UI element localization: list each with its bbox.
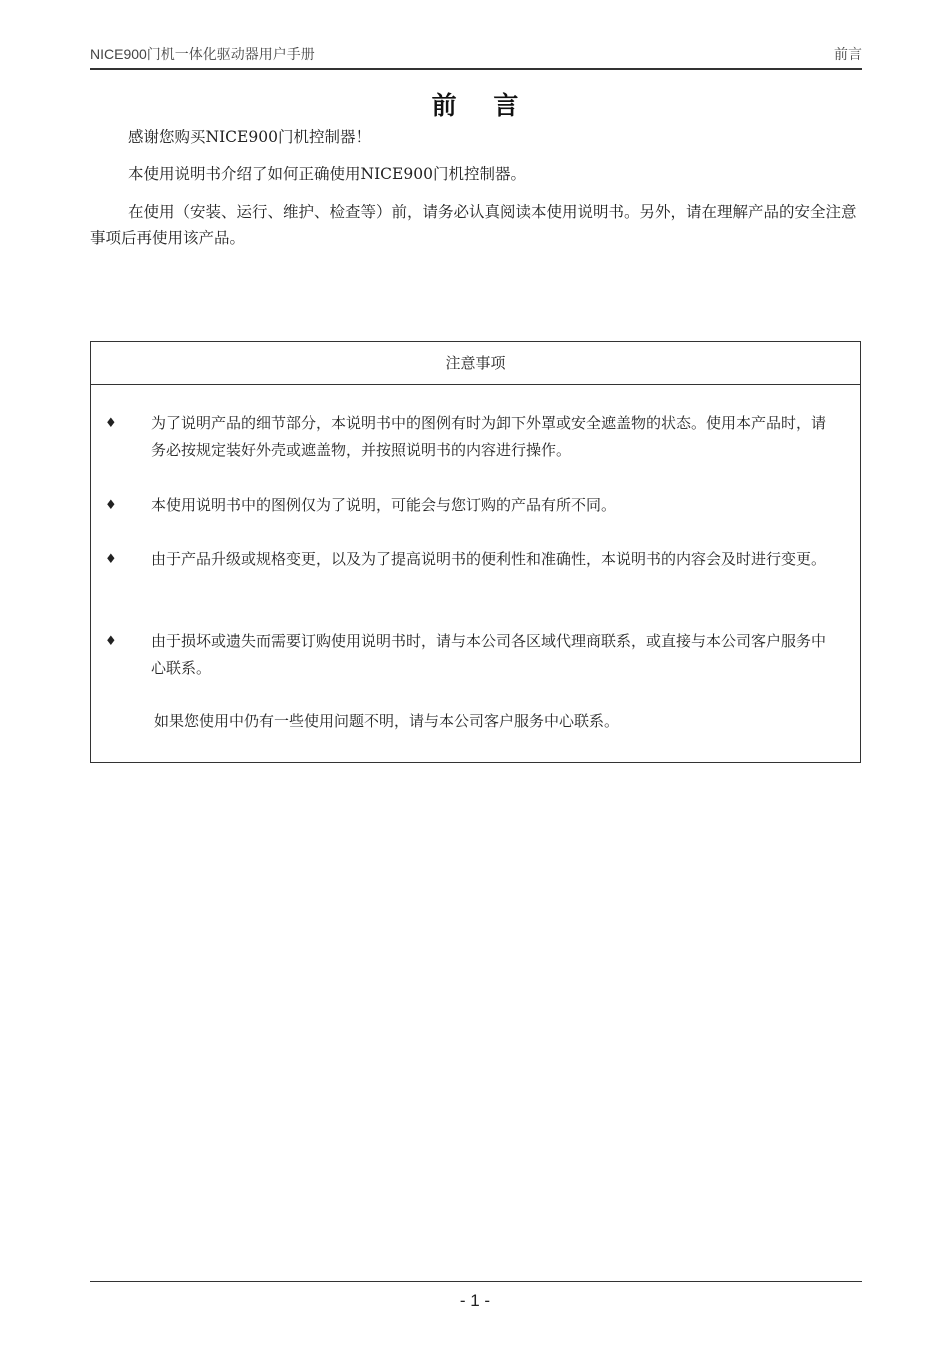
manual-title: NICE900门机一体化驱动器用户手册 — [90, 46, 315, 62]
notice-item-text: 本使用说明书中的图例仅为了说明，可能会与您订购的产品有所不同。 — [151, 496, 617, 514]
diamond-bullet-icon: ♦ — [105, 634, 117, 649]
footer-divider — [90, 1281, 862, 1282]
page-number: - 1 - — [459, 1291, 491, 1310]
diamond-bullet-icon: ♦ — [105, 416, 117, 431]
page-title: 前 言 — [431, 91, 533, 120]
notice-heading: 注意事项 — [91, 342, 860, 385]
intro-paragraph-2: 本使用说明书介绍了如何正确使用NICE900门机控制器。 — [128, 165, 526, 183]
intro-paragraph-1: 感谢您购买NICE900门机控制器！ — [128, 128, 371, 146]
notice-item-text: 为了说明产品的细节部分，本说明书中的图例有时为卸下外罩或安全遮盖物的状态。使用本产品时，请务必按规定装好外壳或遮盖物，并按照说明书的内容进行操作。 — [151, 414, 827, 459]
notice-item-text: 由于损坏或遗失而需要订购使用说明书时，请与本公司各区域代理商联系，或直接与本公司客户服务中心联系。 — [151, 632, 827, 677]
notice-box — [90, 341, 861, 763]
intro-paragraph-3: 在使用（安装、运行、维护、检查等）前，请务必认真阅读本使用说明书。另外，请在理解产品的安全注意事项后再使用该产品。 — [90, 203, 857, 247]
diamond-bullet-icon: ♦ — [105, 552, 117, 567]
notice-item-text: 由于产品升级或规格变更，以及为了提高说明书的便利性和准确性，本说明书的内容会及时进行变更。 — [151, 550, 827, 568]
section-name: 前言 — [834, 46, 862, 62]
notice-closing-text: 如果您使用中仍有一些使用问题不明，请与本公司客户服务中心联系。 — [154, 712, 620, 730]
page-header — [90, 40, 862, 70]
diamond-bullet-icon: ♦ — [105, 498, 117, 513]
